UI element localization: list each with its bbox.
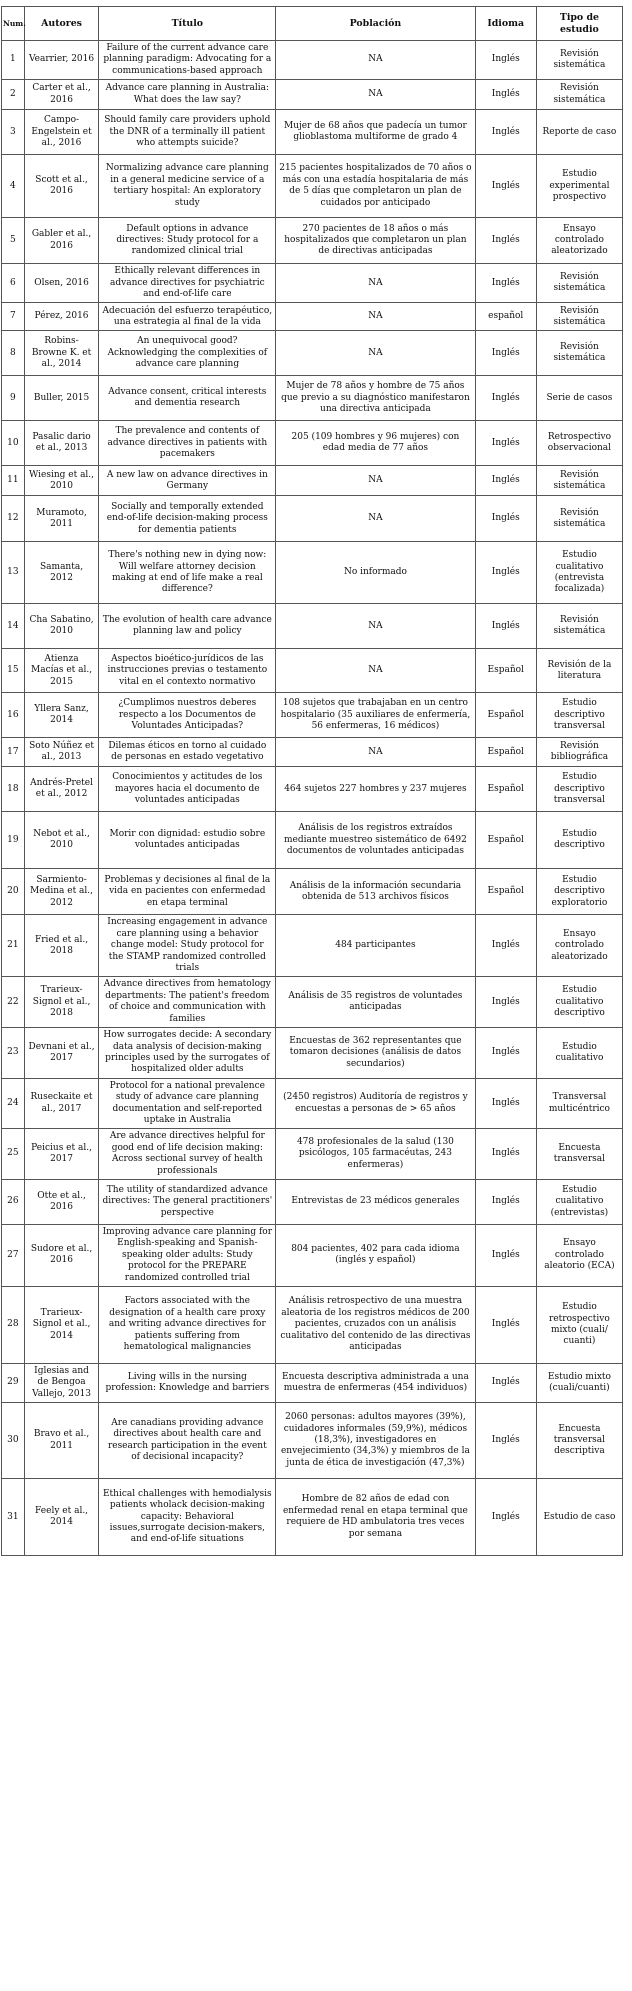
studies-table: [1, 6, 623, 1556]
table-row: [2, 331, 623, 376]
cell-idioma: Inglés: [475, 110, 536, 155]
header-titulo: Título: [99, 7, 276, 41]
cell-titulo: Dilemas éticos en torno al cuidado de personas en estado vegetativo: [99, 738, 276, 767]
cell-idioma: Inglés: [475, 155, 536, 218]
cell-num: 23: [2, 1028, 25, 1079]
cell-tipo: Estudio retrospectivo mixto (cuali/ cuanti): [536, 1287, 622, 1364]
cell-autores: Carter et al., 2016: [24, 80, 99, 110]
cell-titulo: Morir con dignidad: estudio sobre voluntades anticipadas: [99, 812, 276, 869]
cell-num: 3: [2, 110, 25, 155]
header-autores: Autores: [24, 7, 99, 41]
cell-num: 20: [2, 869, 25, 915]
cell-titulo: Adecuación del esfuerzo terapéutico, una estrategia al final de la vida: [99, 303, 276, 331]
cell-tipo: Ensayo controlado aleatorio (ECA): [536, 1224, 622, 1286]
cell-poblacion: (2450 registros) Auditoría de registros y encuestas a personas de > 65 años: [276, 1078, 475, 1129]
cell-poblacion: NA: [276, 264, 475, 303]
table-body: [2, 41, 623, 1556]
cell-autores: Samanta, 2012: [24, 542, 99, 604]
cell-tipo: Reporte de caso: [536, 110, 622, 155]
table-row: [2, 1403, 623, 1479]
cell-autores: Yllera Sanz, 2014: [24, 693, 99, 738]
cell-poblacion: Mujer de 68 años que padecía un tumor glioblastoma multiforme de grado 4: [276, 110, 475, 155]
cell-autores: Pérez, 2016: [24, 303, 99, 331]
cell-titulo: Advance care planning in Australia: What does the law say?: [99, 80, 276, 110]
cell-num: 7: [2, 303, 25, 331]
cell-autores: Trarieux-Signol et al., 2018: [24, 977, 99, 1028]
cell-autores: Feely et al., 2014: [24, 1479, 99, 1556]
table-row: [2, 218, 623, 264]
cell-poblacion: NA: [276, 604, 475, 649]
table-row: [2, 41, 623, 80]
cell-poblacion: 215 pacientes hospitalizados de 70 años o más con una estadía hospitalaria de más de 5 días que completaron un plan de cuidados por anticipado: [276, 155, 475, 218]
cell-idioma: Español: [475, 693, 536, 738]
cell-poblacion: NA: [276, 41, 475, 80]
table-row: [2, 466, 623, 496]
cell-idioma: Inglés: [475, 1287, 536, 1364]
table-row: [2, 977, 623, 1028]
table-row: [2, 1179, 623, 1224]
cell-num: 30: [2, 1403, 25, 1479]
cell-tipo: Estudio descriptivo exploratorio: [536, 869, 622, 915]
cell-poblacion: 270 pacientes de 18 años o más hospitalizados que completaron un plan de directivas anticipadas: [276, 218, 475, 264]
cell-idioma: Inglés: [475, 264, 536, 303]
cell-poblacion: Hombre de 82 años de edad con enfermedad renal en etapa terminal que requiere de HD ambulatoria tres veces por semana: [276, 1479, 475, 1556]
cell-idioma: Español: [475, 738, 536, 767]
cell-num: 5: [2, 218, 25, 264]
cell-num: 2: [2, 80, 25, 110]
cell-titulo: Protocol for a national prevalence study of advance care planning documentation and self-reported uptake in Australia: [99, 1078, 276, 1129]
cell-autores: Pasalic dario et al., 2013: [24, 421, 99, 466]
cell-num: 19: [2, 812, 25, 869]
cell-tipo: Revisión bibliográfica: [536, 738, 622, 767]
cell-num: 29: [2, 1364, 25, 1403]
cell-poblacion: Análisis retrospectivo de una muestra aleatoria de los registros médicos de 200 pacientes, cruzados con un análisis cualitativo del contenido de las directivas anticipadas: [276, 1287, 475, 1364]
cell-titulo: A new law on advance directives in Germany: [99, 466, 276, 496]
cell-idioma: Inglés: [475, 1479, 536, 1556]
cell-idioma: Inglés: [475, 1129, 536, 1180]
cell-titulo: An unequivocal good? Acknowledging the complexities of advance care planning: [99, 331, 276, 376]
cell-tipo: Revisión sistemática: [536, 331, 622, 376]
cell-tipo: Estudio cualitativo: [536, 1028, 622, 1079]
cell-num: 16: [2, 693, 25, 738]
cell-poblacion: NA: [276, 466, 475, 496]
cell-tipo: Estudio cualitativo (entrevistas): [536, 1179, 622, 1224]
table-row: [2, 421, 623, 466]
cell-idioma: Inglés: [475, 1364, 536, 1403]
cell-poblacion: Encuestas de 362 representantes que tomaron decisiones (análisis de datos secundarios): [276, 1028, 475, 1079]
cell-autores: Bravo et al., 2011: [24, 1403, 99, 1479]
cell-tipo: Ensayo controlado aleatorizado: [536, 218, 622, 264]
cell-num: 4: [2, 155, 25, 218]
cell-idioma: Inglés: [475, 41, 536, 80]
cell-tipo: Estudio mixto (cuali/cuanti): [536, 1364, 622, 1403]
cell-titulo: The evolution of health care advance planning law and policy: [99, 604, 276, 649]
cell-titulo: Increasing engagement in advance care planning using a behavior change model: Study protocol for the STAMP randomized controlled trials: [99, 915, 276, 977]
cell-num: 22: [2, 977, 25, 1028]
cell-autores: Campo-Engelstein et al., 2016: [24, 110, 99, 155]
cell-poblacion: NA: [276, 331, 475, 376]
cell-tipo: Encuesta transversal: [536, 1129, 622, 1180]
header-num: Num.: [2, 7, 25, 41]
cell-poblacion: Entrevistas de 23 médicos generales: [276, 1179, 475, 1224]
table-row: [2, 155, 623, 218]
cell-titulo: Ethical challenges with hemodialysis patients wholack decision-making capacity: Behavioral issues,surrogate decision-makers, and end-of-life situations: [99, 1479, 276, 1556]
cell-idioma: Inglés: [475, 604, 536, 649]
cell-titulo: The utility of standardized advance directives: The general practitioners' perspective: [99, 1179, 276, 1224]
cell-num: 13: [2, 542, 25, 604]
cell-tipo: Revisión sistemática: [536, 80, 622, 110]
cell-poblacion: 484 participantes: [276, 915, 475, 977]
cell-titulo: How surrogates decide: A secondary data analysis of decision-making principles used by the surrogates of hospitalized older adults: [99, 1028, 276, 1079]
cell-idioma: Inglés: [475, 977, 536, 1028]
table-row: [2, 767, 623, 812]
cell-poblacion: 205 (109 hombres y 96 mujeres) con edad media de 77 años: [276, 421, 475, 466]
cell-titulo: Default options in advance directives: Study protocol for a randomized clinical trial: [99, 218, 276, 264]
cell-tipo: Encuesta transversal descriptiva: [536, 1403, 622, 1479]
table-row: [2, 496, 623, 542]
cell-num: 26: [2, 1179, 25, 1224]
cell-titulo: Aspectos bioético-jurídicos de las instrucciones previas o testamento vital en el contexto normativo: [99, 649, 276, 693]
cell-autores: Robins-Browne K. et al., 2014: [24, 331, 99, 376]
cell-autores: Iglesias and de Bengoa Vallejo, 2013: [24, 1364, 99, 1403]
cell-tipo: Revisión sistemática: [536, 41, 622, 80]
cell-num: 1: [2, 41, 25, 80]
cell-num: 24: [2, 1078, 25, 1129]
cell-idioma: Inglés: [475, 1224, 536, 1286]
cell-num: 11: [2, 466, 25, 496]
cell-poblacion: 2060 personas: adultos mayores (39%), cuidadores informales (59,9%), médicos (18,3%), investigadores en envejecimiento (34,3%) y miembros de la junta de ética de investigación (47,3%): [276, 1403, 475, 1479]
cell-tipo: Revisión sistemática: [536, 604, 622, 649]
cell-tipo: Revisión sistemática: [536, 303, 622, 331]
cell-num: 18: [2, 767, 25, 812]
cell-poblacion: No informado: [276, 542, 475, 604]
cell-poblacion: Análisis de 35 registros de voluntades anticipadas: [276, 977, 475, 1028]
table-row: [2, 738, 623, 767]
cell-tipo: Revisión de la literatura: [536, 649, 622, 693]
cell-titulo: Conocimientos y actitudes de los mayores hacia el documento de voluntades anticipadas: [99, 767, 276, 812]
cell-autores: Devnani et al., 2017: [24, 1028, 99, 1079]
cell-autores: Ruseckaite et al., 2017: [24, 1078, 99, 1129]
cell-idioma: Inglés: [475, 466, 536, 496]
cell-autores: Fried et al., 2018: [24, 915, 99, 977]
header-poblacion: Población: [276, 7, 475, 41]
cell-poblacion: 108 sujetos que trabajaban en un centro hospitalario (35 auxiliares de enfermería, 56 enfermeras, 16 médicos): [276, 693, 475, 738]
table-row: [2, 264, 623, 303]
cell-titulo: ¿Cumplimos nuestros deberes respecto a los Documentos de Voluntades Anticipadas?: [99, 693, 276, 738]
cell-autores: Soto Núñez et al., 2013: [24, 738, 99, 767]
cell-tipo: Revisión sistemática: [536, 466, 622, 496]
cell-autores: Sudore et al., 2016: [24, 1224, 99, 1286]
cell-poblacion: NA: [276, 496, 475, 542]
cell-idioma: Inglés: [475, 1078, 536, 1129]
cell-titulo: Ethically relevant differences in advance directives for psychiatric and end-of-life care: [99, 264, 276, 303]
table-row: [2, 542, 623, 604]
table-row: [2, 110, 623, 155]
table-row: [2, 376, 623, 421]
table-row: [2, 1364, 623, 1403]
cell-idioma: Inglés: [475, 1179, 536, 1224]
table-row: [2, 1129, 623, 1180]
cell-idioma: Inglés: [475, 80, 536, 110]
cell-tipo: Estudio descriptivo transversal: [536, 767, 622, 812]
cell-autores: Gabler et al., 2016: [24, 218, 99, 264]
cell-num: 14: [2, 604, 25, 649]
cell-idioma: Español: [475, 869, 536, 915]
cell-autores: Muramoto, 2011: [24, 496, 99, 542]
cell-idioma: Inglés: [475, 496, 536, 542]
table-header-row: [2, 7, 623, 41]
cell-titulo: Problemas y decisiones al final de la vida en pacientes con enfermedad en etapa terminal: [99, 869, 276, 915]
cell-idioma: Inglés: [475, 376, 536, 421]
cell-idioma: Español: [475, 767, 536, 812]
cell-idioma: español: [475, 303, 536, 331]
cell-idioma: Inglés: [475, 542, 536, 604]
cell-idioma: Inglés: [475, 218, 536, 264]
cell-poblacion: 478 profesionales de la salud (130 psicólogos, 105 farmacéutas, 243 enfermeras): [276, 1129, 475, 1180]
cell-num: 6: [2, 264, 25, 303]
cell-titulo: Are canadians providing advance directives about health care and research participation in the event of decisional incapacity?: [99, 1403, 276, 1479]
table-row: [2, 693, 623, 738]
cell-titulo: Advance consent, critical interests and dementia research: [99, 376, 276, 421]
cell-autores: Andrés-Pretel et al., 2012: [24, 767, 99, 812]
cell-num: 15: [2, 649, 25, 693]
cell-autores: Olsen, 2016: [24, 264, 99, 303]
cell-autores: Peicius et al., 2017: [24, 1129, 99, 1180]
table-row: [2, 1287, 623, 1364]
table-row: [2, 80, 623, 110]
cell-idioma: Inglés: [475, 331, 536, 376]
cell-titulo: Improving advance care planning for English-speaking and Spanish-speaking older adults: Study protocol for the PREPARE randomized controlled trial: [99, 1224, 276, 1286]
table-row: [2, 1224, 623, 1286]
cell-autores: Trarieux-Signol et al., 2014: [24, 1287, 99, 1364]
cell-autores: Atienza Macías et al., 2015: [24, 649, 99, 693]
cell-tipo: Retrospectivo observacional: [536, 421, 622, 466]
cell-tipo: Transversal multicéntrico: [536, 1078, 622, 1129]
cell-num: 9: [2, 376, 25, 421]
table-row: [2, 1479, 623, 1556]
cell-poblacion: 804 pacientes, 402 para cada idioma (inglés y español): [276, 1224, 475, 1286]
cell-idioma: Inglés: [475, 1403, 536, 1479]
cell-num: 21: [2, 915, 25, 977]
table-row: [2, 915, 623, 977]
cell-autores: Vearrier, 2016: [24, 41, 99, 80]
cell-num: 25: [2, 1129, 25, 1180]
table-row: [2, 1028, 623, 1079]
cell-tipo: Estudio experimental prospectivo: [536, 155, 622, 218]
table-row: [2, 604, 623, 649]
cell-tipo: Revisión sistemática: [536, 496, 622, 542]
cell-poblacion: NA: [276, 303, 475, 331]
table-row: [2, 812, 623, 869]
cell-poblacion: Análisis de los registros extraídos mediante muestreo sistemático de 6492 documentos de voluntades anticipadas: [276, 812, 475, 869]
cell-num: 31: [2, 1479, 25, 1556]
cell-tipo: Estudio de caso: [536, 1479, 622, 1556]
cell-idioma: Inglés: [475, 915, 536, 977]
cell-poblacion: NA: [276, 738, 475, 767]
cell-titulo: Living wills in the nursing profession: Knowledge and barriers: [99, 1364, 276, 1403]
cell-titulo: Should family care providers uphold the DNR of a terminally ill patient who attempts suicide?: [99, 110, 276, 155]
cell-poblacion: Mujer de 78 años y hombre de 75 años que previo a su diagnóstico manifestaron una directiva anticipada: [276, 376, 475, 421]
cell-autores: Sarmiento-Medina et al., 2012: [24, 869, 99, 915]
cell-autores: Wiesing et al., 2010: [24, 466, 99, 496]
cell-poblacion: 464 sujetos 227 hombres y 237 mujeres: [276, 767, 475, 812]
header-idioma: Idioma: [475, 7, 536, 41]
cell-autores: Buller, 2015: [24, 376, 99, 421]
cell-idioma: Inglés: [475, 1028, 536, 1079]
cell-idioma: Español: [475, 812, 536, 869]
cell-num: 17: [2, 738, 25, 767]
cell-titulo: Advance directives from hematology departments: The patient's freedom of choice and communication with families: [99, 977, 276, 1028]
cell-tipo: Estudio cualitativo descriptivo: [536, 977, 622, 1028]
cell-titulo: Failure of the current advance care planning paradigm: Advocating for a communications-based approach: [99, 41, 276, 80]
cell-tipo: Ensayo controlado aleatorizado: [536, 915, 622, 977]
cell-poblacion: Análisis de la información secundaria obtenida de 513 archivos físicos: [276, 869, 475, 915]
cell-num: 12: [2, 496, 25, 542]
cell-tipo: Estudio descriptivo transversal: [536, 693, 622, 738]
cell-autores: Otte et al., 2016: [24, 1179, 99, 1224]
cell-tipo: Estudio descriptivo: [536, 812, 622, 869]
cell-poblacion: NA: [276, 80, 475, 110]
header-tipo: Tipo de estudio: [536, 7, 622, 41]
cell-idioma: Español: [475, 649, 536, 693]
cell-num: 28: [2, 1287, 25, 1364]
cell-autores: Cha Sabatino, 2010: [24, 604, 99, 649]
cell-poblacion: NA: [276, 649, 475, 693]
cell-autores: Scott et al., 2016: [24, 155, 99, 218]
cell-num: 27: [2, 1224, 25, 1286]
cell-poblacion: Encuesta descriptiva administrada a una muestra de enfermeras (454 individuos): [276, 1364, 475, 1403]
table-row: [2, 1078, 623, 1129]
cell-tipo: Revisión sistemática: [536, 264, 622, 303]
cell-titulo: The prevalence and contents of advance directives in patients with pacemakers: [99, 421, 276, 466]
cell-autores: Nebot et al., 2010: [24, 812, 99, 869]
cell-tipo: Estudio cualitativo (entrevista focalizada): [536, 542, 622, 604]
table-row: [2, 303, 623, 331]
cell-num: 10: [2, 421, 25, 466]
cell-tipo: Serie de casos: [536, 376, 622, 421]
cell-titulo: Factors associated with the designation of a health care proxy and writing advance directives for patients suffering from hematological malignancies: [99, 1287, 276, 1364]
table-row: [2, 869, 623, 915]
table-row: [2, 649, 623, 693]
cell-num: 8: [2, 331, 25, 376]
cell-titulo: Normalizing advance care planning in a general medicine service of a tertiary hospital: An exploratory study: [99, 155, 276, 218]
cell-titulo: Are advance directives helpful for good end of life decision making: Across sectional survey of health professionals: [99, 1129, 276, 1180]
cell-titulo: Socially and temporally extended end-of-life decision-making process for dementia patients: [99, 496, 276, 542]
cell-titulo: There's nothing new in dying now: Will welfare attorney decision making at end of life make a real difference?: [99, 542, 276, 604]
cell-idioma: Inglés: [475, 421, 536, 466]
